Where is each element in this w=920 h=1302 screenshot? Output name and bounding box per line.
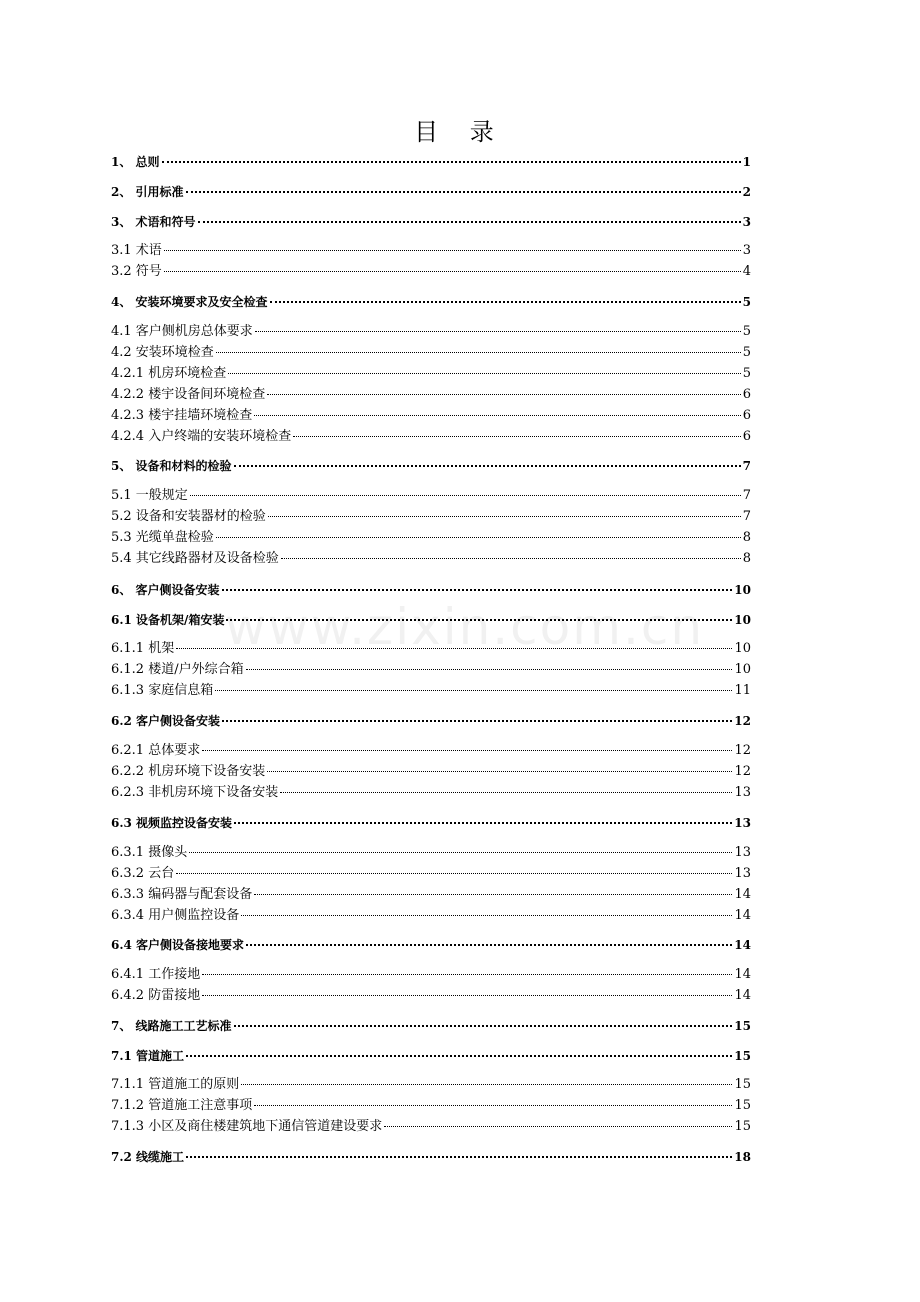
dot-leader xyxy=(270,301,741,303)
toc-entry[interactable] xyxy=(111,762,751,782)
toc-entry-label: 6.1 设备机架/箱安装 xyxy=(111,613,225,627)
toc-entry-page-number: 3 xyxy=(742,243,751,258)
dot-leader xyxy=(215,690,732,691)
dot-leader xyxy=(234,822,732,824)
toc-entry[interactable] xyxy=(111,486,751,506)
toc-entry-label: 6.4.1 工作接地 xyxy=(111,967,201,982)
toc-entry-label: 4.2 安装环境检查 xyxy=(111,345,214,360)
toc-entry[interactable] xyxy=(111,241,751,261)
toc-entry[interactable] xyxy=(111,549,751,569)
toc-entry-page-number: 10 xyxy=(734,641,751,656)
dot-leader xyxy=(281,558,741,559)
dot-leader xyxy=(216,352,741,353)
toc-entry[interactable] xyxy=(111,906,751,926)
dot-leader xyxy=(255,331,741,332)
toc-entry-label: 2、 引用标准 xyxy=(111,185,184,199)
toc-entry[interactable] xyxy=(111,1147,751,1167)
toc-entry-label: 6.3.2 云台 xyxy=(111,866,175,881)
dot-leader xyxy=(186,191,741,193)
toc-entry-page-number: 18 xyxy=(734,1150,751,1164)
toc-entry[interactable] xyxy=(111,343,751,363)
toc-entry-label: 7.1.2 管道施工注意事项 xyxy=(111,1098,253,1113)
toc-entry-label: 6、 客户侧设备安装 xyxy=(111,583,220,597)
toc-entry-label: 6.1.2 楼道/户外综合箱 xyxy=(111,662,244,677)
dot-leader xyxy=(176,648,732,649)
dot-leader xyxy=(164,271,741,272)
dot-leader xyxy=(216,537,741,538)
toc-entry[interactable] xyxy=(111,507,751,527)
toc-entry-page-number: 7 xyxy=(742,488,751,503)
toc-entry-label: 6.3.4 用户侧监控设备 xyxy=(111,908,240,923)
dot-leader xyxy=(162,161,741,163)
toc-entry-page-number: 2 xyxy=(742,185,751,199)
dot-leader xyxy=(246,944,732,946)
toc-entry-page-number: 5 xyxy=(742,324,751,339)
toc-entry-page-number: 8 xyxy=(742,530,751,545)
dot-leader xyxy=(186,1156,732,1158)
dot-leader xyxy=(246,669,733,670)
dot-leader xyxy=(234,1025,733,1027)
dot-leader xyxy=(267,771,732,772)
toc-entry-label: 7、 线路施工工艺标准 xyxy=(111,1019,232,1033)
toc-entry-page-number: 12 xyxy=(734,714,751,728)
toc-entry-page-number: 13 xyxy=(734,816,751,830)
toc-entry-page-number: 5 xyxy=(742,345,751,360)
dot-leader xyxy=(228,373,741,374)
toc-entry-label: 6.2.1 总体要求 xyxy=(111,743,201,758)
toc-entry-page-number: 15 xyxy=(734,1019,751,1033)
toc-entry-page-number: 10 xyxy=(734,662,751,677)
toc-entry[interactable] xyxy=(111,1117,751,1137)
toc-entry-page-number: 15 xyxy=(734,1098,751,1113)
dot-leader xyxy=(267,394,741,395)
toc-entry-label: 7.1.1 管道施工的原则 xyxy=(111,1077,240,1092)
toc-entry-page-number: 7 xyxy=(742,459,751,473)
dot-leader xyxy=(222,589,733,591)
toc-entry-label: 7.2 线缆施工 xyxy=(111,1150,185,1164)
toc-entry[interactable] xyxy=(111,783,751,803)
toc-entry[interactable] xyxy=(111,1096,751,1116)
dot-leader xyxy=(189,852,732,853)
dot-leader xyxy=(202,750,732,751)
toc-entry-page-number: 10 xyxy=(734,583,751,597)
toc-entry[interactable] xyxy=(111,681,751,701)
toc-entry-label: 6.3 视频监控设备安装 xyxy=(111,816,233,830)
dot-leader xyxy=(384,1126,732,1127)
toc-entry[interactable] xyxy=(111,639,751,659)
toc-entry-label: 4.2.2 楼宇设备间环境检查 xyxy=(111,387,266,402)
dot-leader xyxy=(241,915,732,916)
toc-entry-label: 1、 总则 xyxy=(111,155,160,169)
watermark-text: www.zixin.com.cn xyxy=(225,598,705,656)
toc-entry[interactable] xyxy=(111,813,751,833)
toc-entry-label: 7.1.3 小区及商住楼建筑地下通信管道建设要求 xyxy=(111,1119,383,1134)
toc-entry-page-number: 14 xyxy=(734,988,751,1003)
toc-entry-label: 6.2 客户侧设备安装 xyxy=(111,714,221,728)
dot-leader xyxy=(293,436,741,437)
toc-entry[interactable] xyxy=(111,152,751,172)
toc-entry-page-number: 5 xyxy=(742,295,751,309)
toc-entry-label: 5、 设备和材料的检验 xyxy=(111,459,232,473)
toc-entry-label: 5.1 一般规定 xyxy=(111,488,188,503)
toc-entry-label: 6.4 客户侧设备接地要求 xyxy=(111,938,245,952)
toc-entry-page-number: 14 xyxy=(734,938,751,952)
toc-entry[interactable] xyxy=(111,711,751,731)
toc-entry-label: 4、 安装环境要求及安全检查 xyxy=(111,295,268,309)
toc-entry[interactable] xyxy=(111,385,751,405)
dot-leader xyxy=(202,995,732,996)
toc-entry-label: 6.3.1 摄像头 xyxy=(111,845,188,860)
toc-entry-label: 6.4.2 防雷接地 xyxy=(111,988,201,1003)
dot-leader xyxy=(241,1084,732,1085)
dot-leader xyxy=(254,415,741,416)
toc-entry-page-number: 6 xyxy=(742,387,751,402)
toc-entry[interactable] xyxy=(111,864,751,884)
toc-entry[interactable] xyxy=(111,843,751,863)
toc-entry-label: 5.2 设备和安装器材的检验 xyxy=(111,509,266,524)
toc-entry-page-number: 6 xyxy=(742,429,751,444)
toc-entry[interactable] xyxy=(111,885,751,905)
toc-entry-page-number: 13 xyxy=(734,785,751,800)
toc-entry[interactable] xyxy=(111,580,751,600)
toc-entry-label: 6.2.2 机房环境下设备安装 xyxy=(111,764,266,779)
dot-leader xyxy=(254,1105,732,1106)
dot-leader xyxy=(234,465,741,467)
toc-entry[interactable] xyxy=(111,986,751,1006)
toc-entry-page-number: 3 xyxy=(742,215,751,229)
dot-leader xyxy=(186,1055,732,1057)
toc-entry-label: 6.1.3 家庭信息箱 xyxy=(111,683,214,698)
dot-leader xyxy=(164,250,741,251)
toc-entry-label: 5.3 光缆单盘检验 xyxy=(111,530,214,545)
toc-entry[interactable] xyxy=(111,1075,751,1095)
toc-entry[interactable] xyxy=(111,528,751,548)
toc-entry-label: 6.2.3 非机房环境下设备安装 xyxy=(111,785,279,800)
toc-entry-page-number: 11 xyxy=(734,683,751,698)
dot-leader xyxy=(226,619,732,621)
toc-entry[interactable] xyxy=(111,456,751,476)
dot-leader xyxy=(268,516,741,517)
toc-entry[interactable] xyxy=(111,212,751,232)
toc-entry-page-number: 10 xyxy=(734,613,751,627)
toc-entry-page-number: 1 xyxy=(742,155,751,169)
toc-entry-label: 3.1 术语 xyxy=(111,243,162,258)
dot-leader xyxy=(176,873,732,874)
toc-entry-label: 4.1 客户侧机房总体要求 xyxy=(111,324,253,339)
dot-leader xyxy=(280,792,732,793)
toc-entry-page-number: 14 xyxy=(734,887,751,902)
toc-entry-label: 6.3.3 编码器与配套设备 xyxy=(111,887,253,902)
toc-entry[interactable] xyxy=(111,1016,751,1036)
toc-entry-page-number: 6 xyxy=(742,408,751,423)
toc-entry-page-number: 15 xyxy=(734,1119,751,1134)
toc-entry[interactable] xyxy=(111,610,751,630)
toc-entry[interactable] xyxy=(111,965,751,985)
toc-entry-page-number: 4 xyxy=(742,264,751,279)
toc-entry-page-number: 5 xyxy=(742,366,751,381)
toc-entry-label: 6.1.1 机架 xyxy=(111,641,175,656)
toc-entry[interactable] xyxy=(111,935,751,955)
toc-entry-label: 5.4 其它线路器材及设备检验 xyxy=(111,551,279,566)
toc-entry-label: 4.2.1 机房环境检查 xyxy=(111,366,227,381)
toc-entry[interactable] xyxy=(111,1046,751,1066)
toc-entry-page-number: 15 xyxy=(734,1077,751,1092)
toc-entry[interactable] xyxy=(111,741,751,761)
dot-leader xyxy=(222,720,732,722)
toc-entry-page-number: 7 xyxy=(742,509,751,524)
toc-entry[interactable] xyxy=(111,364,751,384)
toc-entry-label: 3.2 符号 xyxy=(111,264,162,279)
dot-leader xyxy=(190,495,741,496)
dot-leader xyxy=(202,974,732,975)
dot-leader xyxy=(198,221,741,223)
toc-entry-label: 7.1 管道施工 xyxy=(111,1049,185,1063)
toc-entry[interactable] xyxy=(111,262,751,282)
toc-entry-page-number: 8 xyxy=(742,551,751,566)
toc-entry-label: 4.2.4 入户终端的安装环境检查 xyxy=(111,429,292,444)
toc-entry[interactable] xyxy=(111,660,751,680)
toc-entry-page-number: 14 xyxy=(734,967,751,982)
toc-entry[interactable] xyxy=(111,182,751,202)
page-title: 目 录 xyxy=(414,118,506,146)
toc-entry[interactable] xyxy=(111,406,751,426)
toc-entry-label: 4.2.3 楼宇挂墙环境检查 xyxy=(111,408,253,423)
toc-entry-page-number: 12 xyxy=(734,743,751,758)
toc-entry-page-number: 15 xyxy=(734,1049,751,1063)
toc-entry[interactable] xyxy=(111,427,751,447)
toc-entry-page-number: 13 xyxy=(734,866,751,881)
dot-leader xyxy=(254,894,732,895)
toc-entry-page-number: 13 xyxy=(734,845,751,860)
toc-entry-page-number: 14 xyxy=(734,908,751,923)
toc-entry[interactable] xyxy=(111,292,751,312)
toc-entry-label: 3、 术语和符号 xyxy=(111,215,196,229)
toc-entry[interactable] xyxy=(111,322,751,342)
toc-entry-page-number: 12 xyxy=(734,764,751,779)
